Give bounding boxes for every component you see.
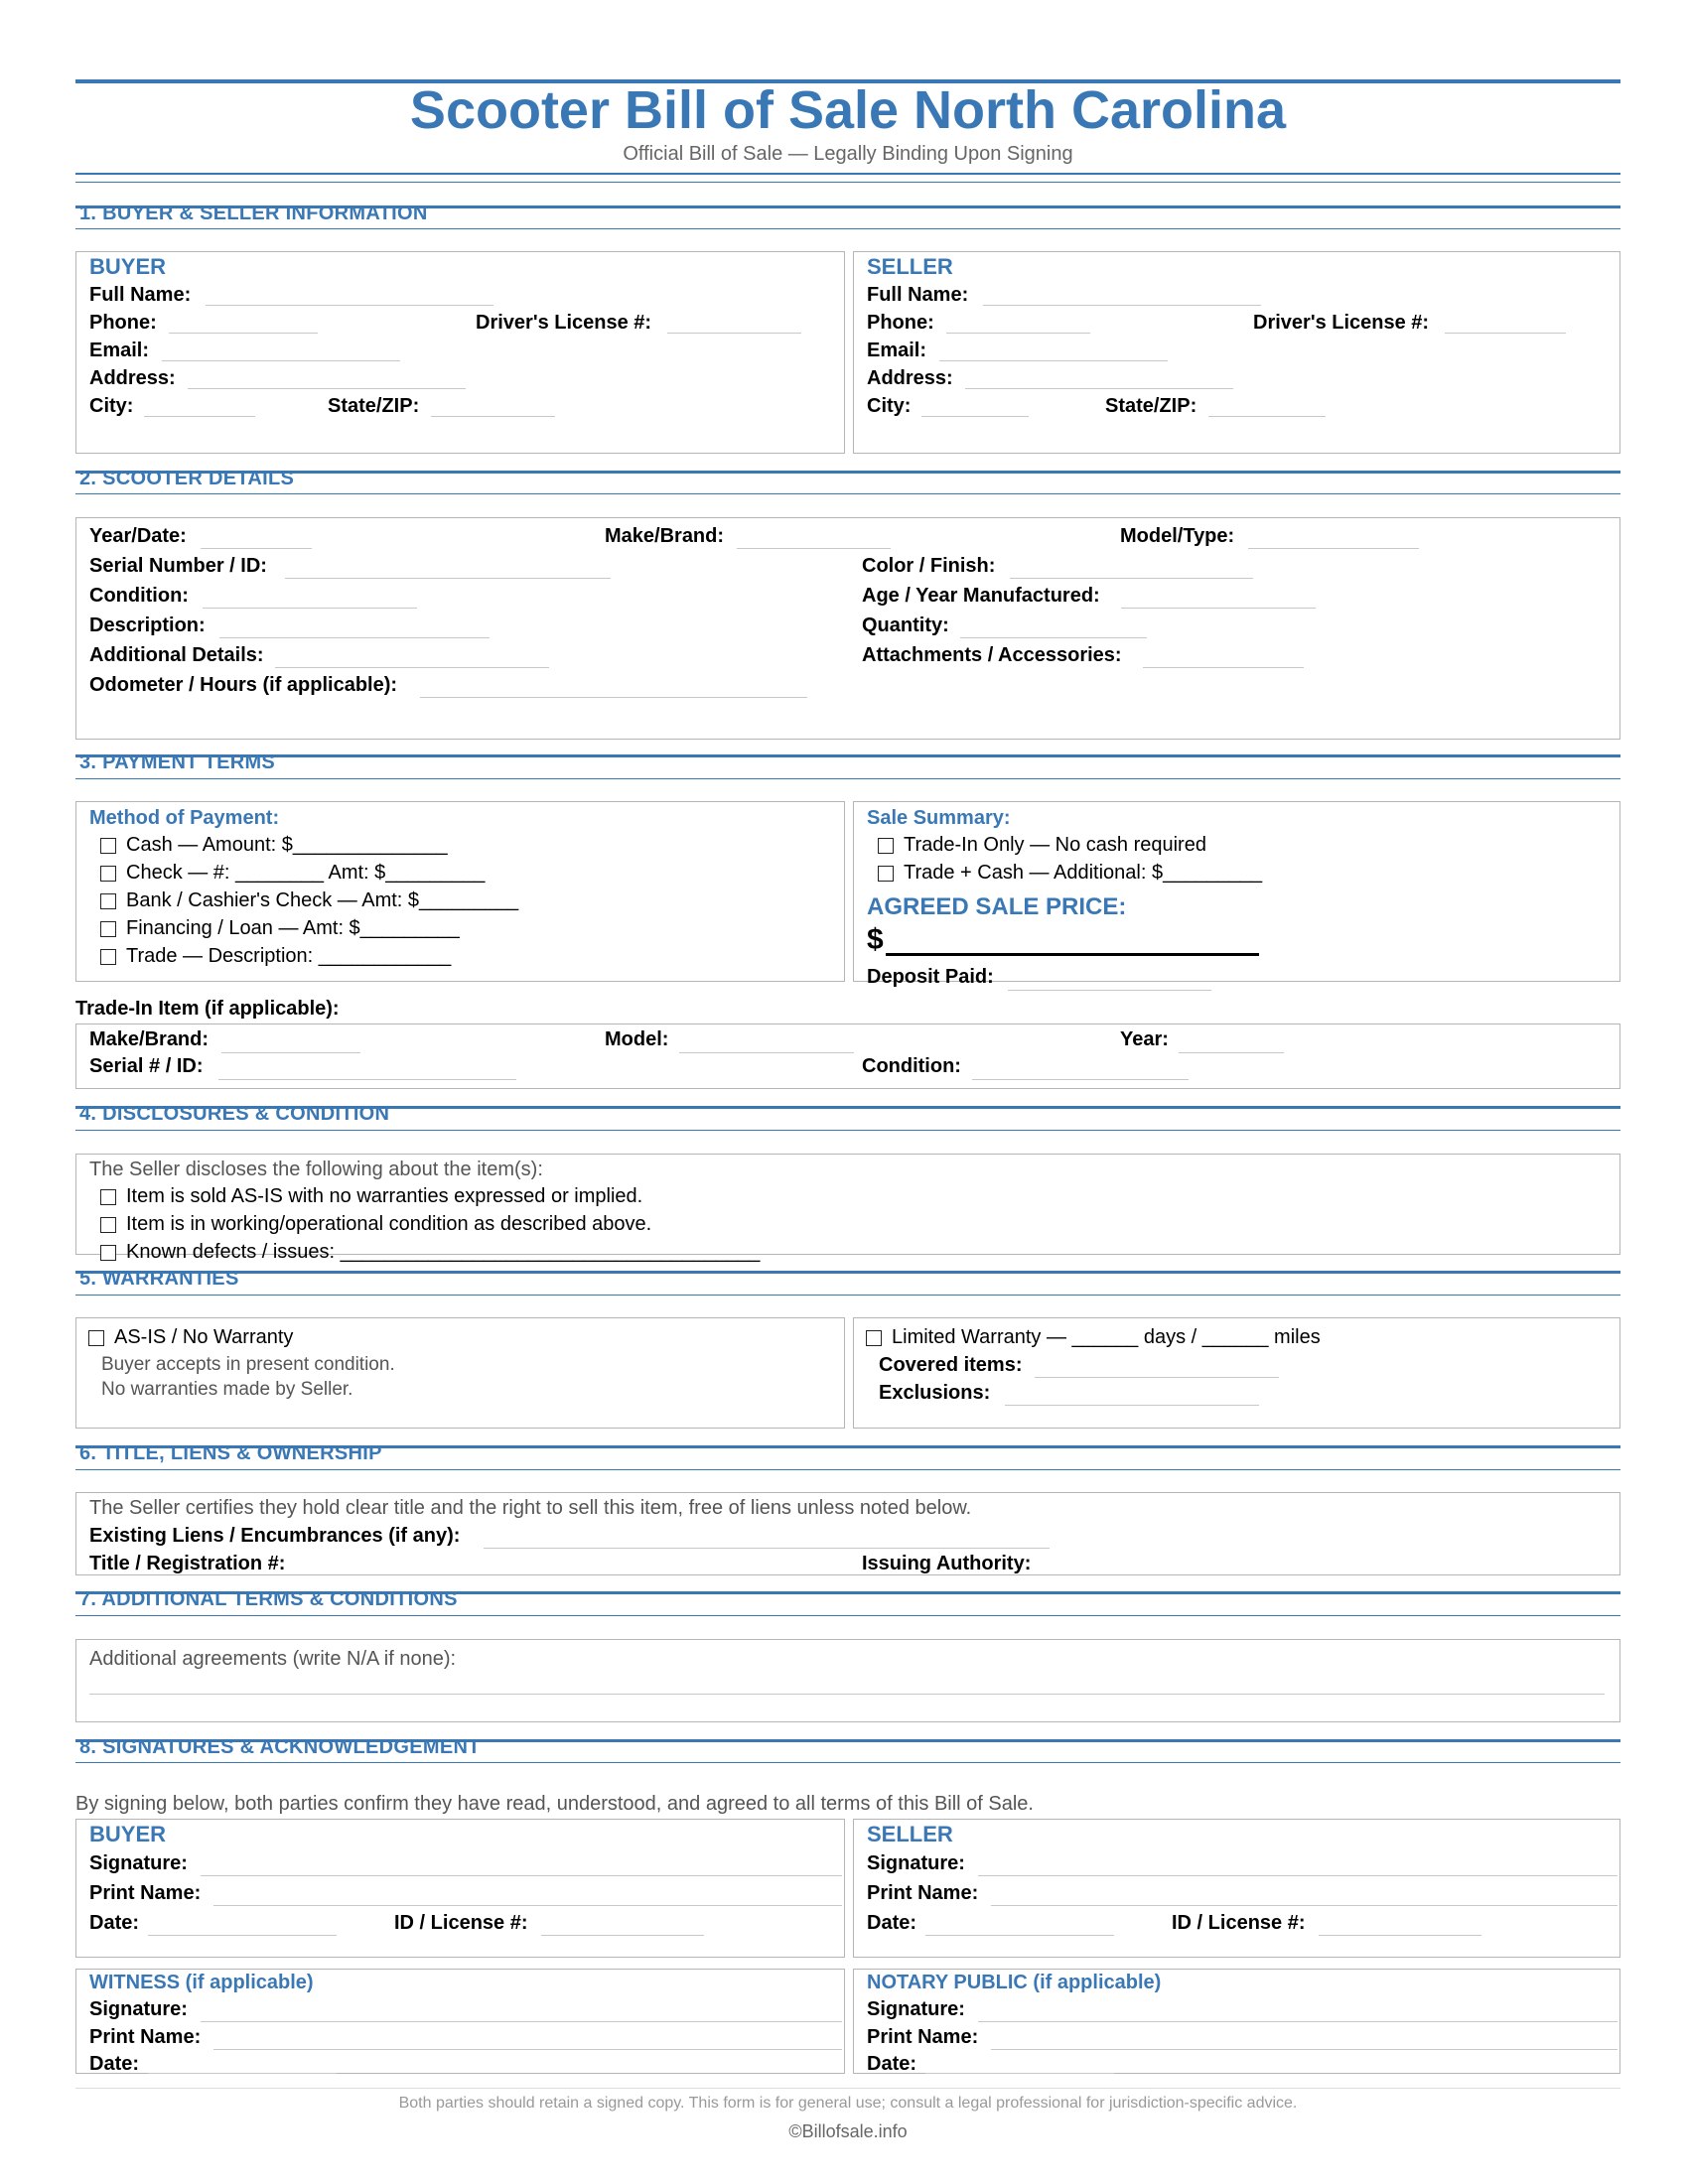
buyer-phone-label: Phone:: [89, 312, 157, 334]
seller-address-label: Address:: [867, 367, 953, 389]
seller-city-label: City:: [867, 395, 912, 417]
tradein-model-field[interactable]: [679, 1052, 854, 1053]
liens-field[interactable]: [484, 1548, 1050, 1549]
trade-option-label: Trade — Description: ____________: [126, 945, 452, 967]
tradein-year-label: Year:: [1120, 1028, 1169, 1050]
witness-date-label: Date:: [89, 2053, 140, 2075]
as-is-warranty-checkbox[interactable]: [88, 1330, 104, 1346]
seller-signature-heading: SELLER: [867, 1822, 953, 1846]
section-title-additional-terms: 7. ADDITIONAL TERMS & CONDITIONS: [79, 1588, 458, 1610]
trade-cash-label: Trade + Cash — Additional: $_________: [904, 862, 1263, 884]
seller-license-label: Driver's License #:: [1253, 312, 1430, 334]
title-registration-label: Title / Registration #:: [89, 1553, 286, 1574]
section-rule-thin: [75, 228, 1620, 229]
scooter-model-field[interactable]: [1248, 548, 1419, 549]
section-rule-thin: [75, 1469, 1620, 1470]
section-rule-thin: [75, 778, 1620, 779]
buyer-print-name-label: Print Name:: [89, 1882, 202, 1904]
buyer-phone-field[interactable]: [169, 333, 318, 334]
seller-print-name-field[interactable]: [991, 1905, 1618, 1906]
disclosures-box: [75, 1154, 1620, 1263]
seller-heading: SELLER: [867, 254, 953, 279]
section-rule-thin: [75, 1762, 1620, 1763]
scooter-make-label: Make/Brand:: [605, 525, 725, 547]
buyer-date-field[interactable]: [148, 1935, 337, 1936]
buyer-state-zip-field[interactable]: [431, 416, 555, 417]
scooter-year-label: Year/Date:: [89, 525, 187, 547]
seller-phone-label: Phone:: [867, 312, 934, 334]
scooter-serial-label: Serial Number / ID:: [89, 555, 267, 577]
sale-summary-box: [853, 801, 1620, 988]
tradein-heading: Trade-In Item (if applicable):: [75, 998, 340, 1020]
section-title-warranties: 5. WARRANTIES: [79, 1268, 239, 1290]
sale-summary-heading: Sale Summary:: [867, 807, 1011, 829]
working-condition-label: Item is in working/operational condition as described above.: [126, 1213, 652, 1235]
seller-license-field[interactable]: [1445, 333, 1566, 334]
deposit-label: Deposit Paid:: [867, 966, 994, 988]
bill-of-sale-form: [75, 0, 1620, 2184]
buyer-state-zip-label: State/ZIP:: [328, 395, 420, 417]
buyer-signature-field[interactable]: [201, 1875, 842, 1876]
cash-checkbox[interactable]: [100, 838, 116, 854]
agreed-price-field[interactable]: [886, 953, 1259, 956]
deposit-field[interactable]: [1008, 990, 1211, 991]
seller-id-field[interactable]: [1319, 1935, 1481, 1936]
buyer-address-label: Address:: [89, 367, 176, 389]
buyer-email-field[interactable]: [162, 360, 400, 361]
signatures-confirm-text: By signing below, both parties confirm they have read, understood, and agreed to all terms of this Bill of Sale.: [75, 1793, 1034, 1815]
check-option-label: Check — #: ________ Amt: $_________: [126, 862, 486, 884]
scooter-color-field[interactable]: [1010, 578, 1253, 579]
scooter-attachments-label: Attachments / Accessories:: [862, 644, 1122, 666]
seller-info-box: [853, 251, 1620, 454]
section-title-title-liens: 6. TITLE, LIENS & OWNERSHIP: [79, 1442, 382, 1464]
trade-only-checkbox[interactable]: [878, 838, 894, 854]
witness-signature-field[interactable]: [201, 2021, 842, 2022]
scooter-year-field[interactable]: [201, 548, 312, 549]
tradein-year-field[interactable]: [1179, 1052, 1284, 1053]
seller-signature-field[interactable]: [978, 1875, 1618, 1876]
section-title-signatures: 8. SIGNATURES & ACKNOWLEDGEMENT: [79, 1736, 481, 1758]
tradein-condition-field[interactable]: [972, 1079, 1189, 1080]
notary-signature-label: Signature:: [867, 1998, 965, 2020]
scooter-additional-label: Additional Details:: [89, 644, 264, 666]
agreed-price-heading: AGREED SALE PRICE:: [867, 893, 1127, 920]
buyer-city-label: City:: [89, 395, 134, 417]
seller-full-name-label: Full Name:: [867, 284, 969, 306]
seller-date-label: Date:: [867, 1912, 917, 1934]
buyer-full-name-field[interactable]: [206, 305, 493, 306]
seller-signature-box: [853, 1819, 1620, 1958]
notary-print-name-label: Print Name:: [867, 2026, 979, 2048]
tradein-serial-label: Serial # / ID:: [89, 1055, 204, 1077]
seller-address-field[interactable]: [965, 388, 1233, 389]
covered-items-label: Covered items:: [879, 1354, 1023, 1376]
financing-option-label: Financing / Loan — Amt: $_________: [126, 917, 460, 939]
buyer-id-field[interactable]: [541, 1935, 704, 1936]
notary-date-field[interactable]: [925, 2073, 1114, 2074]
as-is-note-1: Buyer accepts in present condition.: [101, 1354, 395, 1375]
scooter-age-label: Age / Year Manufactured:: [862, 585, 1100, 607]
scooter-color-label: Color / Finish:: [862, 555, 996, 577]
disclosures-intro: The Seller discloses the following about the item(s):: [89, 1159, 543, 1180]
payment-method-box: [75, 801, 845, 982]
title-certify-text: The Seller certifies they hold clear title and the right to sell this item, free of liens unless noted below.: [89, 1497, 972, 1519]
seller-date-field[interactable]: [925, 1935, 1114, 1936]
tradein-condition-label: Condition:: [862, 1055, 961, 1077]
buyer-heading: BUYER: [89, 254, 167, 279]
witness-print-name-label: Print Name:: [89, 2026, 202, 2048]
scooter-condition-field[interactable]: [203, 608, 417, 609]
scooter-quantity-label: Quantity:: [862, 614, 949, 636]
footer-rule: [75, 2088, 1620, 2089]
known-defects-checkbox[interactable]: [100, 1245, 116, 1261]
buyer-info-box: [75, 251, 845, 454]
buyer-email-label: Email:: [89, 340, 150, 361]
financing-checkbox[interactable]: [100, 921, 116, 937]
seller-state-zip-label: State/ZIP:: [1105, 395, 1197, 417]
limited-warranty-box: [853, 1317, 1620, 1429]
buyer-signature-heading: BUYER: [89, 1822, 167, 1846]
seller-id-label: ID / License #:: [1172, 1912, 1306, 1934]
scooter-additional-field[interactable]: [275, 667, 549, 668]
agreed-price-dollar: $: [867, 923, 884, 956]
witness-heading: WITNESS (if applicable): [89, 1972, 314, 1993]
bank-check-option-label: Bank / Cashier's Check — Amt: $_________: [126, 889, 519, 911]
scooter-odometer-field[interactable]: [420, 697, 807, 698]
scooter-attachments-field[interactable]: [1143, 667, 1304, 668]
seller-phone-field[interactable]: [946, 333, 1090, 334]
limited-warranty-label: Limited Warranty — ______ days / ______ miles: [892, 1326, 1321, 1348]
witness-box: [75, 1969, 845, 2074]
liens-label: Existing Liens / Encumbrances (if any):: [89, 1525, 461, 1547]
seller-email-field[interactable]: [939, 360, 1168, 361]
section-title-scooter-details: 2. SCOOTER DETAILS: [79, 468, 295, 489]
limited-warranty-checkbox[interactable]: [866, 1330, 882, 1346]
title-liens-box: [75, 1492, 1620, 1575]
additional-terms-prompt: Additional agreements (write N/A if none):: [89, 1648, 457, 1670]
scooter-quantity-field[interactable]: [960, 637, 1147, 638]
exclusions-label: Exclusions:: [879, 1382, 991, 1404]
trade-only-label: Trade-In Only — No cash required: [904, 834, 1206, 856]
buyer-full-name-label: Full Name:: [89, 284, 192, 306]
section-rule: [75, 754, 1620, 757]
section-rule-thin: [75, 1130, 1620, 1131]
scooter-make-field[interactable]: [737, 548, 891, 549]
section-title-disclosures: 4. DISCLOSURES & CONDITION: [79, 1103, 390, 1125]
header-rule: [75, 173, 1620, 175]
notary-heading: NOTARY PUBLIC (if applicable): [867, 1972, 1162, 1993]
buyer-address-field[interactable]: [188, 388, 466, 389]
as-is-warranty-box: [75, 1317, 845, 1429]
scooter-description-label: Description:: [89, 614, 206, 636]
buyer-city-field[interactable]: [144, 416, 255, 417]
issuing-authority-label: Issuing Authority:: [862, 1553, 1032, 1574]
seller-city-field[interactable]: [921, 416, 1029, 417]
covered-items-field[interactable]: [1035, 1377, 1279, 1378]
scooter-condition-label: Condition:: [89, 585, 189, 607]
bank-check-checkbox[interactable]: [100, 893, 116, 909]
buyer-date-label: Date:: [89, 1912, 140, 1934]
scooter-age-field[interactable]: [1121, 608, 1316, 609]
section-rule-thin: [75, 1295, 1620, 1296]
seller-print-name-label: Print Name:: [867, 1882, 979, 1904]
tradein-make-label: Make/Brand:: [89, 1028, 210, 1050]
scooter-model-label: Model/Type:: [1120, 525, 1235, 547]
tradein-make-field[interactable]: [221, 1052, 360, 1053]
section-rule: [75, 471, 1620, 474]
seller-full-name-field[interactable]: [983, 305, 1261, 306]
footer-copyright: ©Billofsale.info: [788, 2121, 908, 2141]
scooter-serial-field[interactable]: [285, 578, 611, 579]
working-condition-checkbox[interactable]: [100, 1217, 116, 1233]
as-is-disclosure-checkbox[interactable]: [100, 1189, 116, 1205]
section-title-buyer-seller: 1. BUYER & SELLER INFORMATION: [79, 203, 428, 224]
known-defects-label: Known defects / issues: ______________________________________: [126, 1241, 761, 1263]
exclusions-field[interactable]: [1005, 1405, 1259, 1406]
notary-date-label: Date:: [867, 2053, 917, 2075]
buyer-signature-label: Signature:: [89, 1852, 188, 1874]
section-rule: [75, 1271, 1620, 1274]
buyer-print-name-field[interactable]: [213, 1905, 842, 1906]
buyer-license-field[interactable]: [667, 333, 801, 334]
buyer-signature-box: [75, 1819, 845, 1958]
section-title-payment-terms: 3. PAYMENT TERMS: [79, 751, 276, 773]
cash-option-label: Cash — Amount: $______________: [126, 834, 448, 856]
payment-method-heading: Method of Payment:: [89, 807, 280, 829]
as-is-note-2: No warranties made by Seller.: [101, 1379, 353, 1400]
additional-terms-field[interactable]: [89, 1694, 1605, 1695]
tradein-model-label: Model:: [605, 1028, 669, 1050]
header-rule-thin: [75, 182, 1620, 183]
notary-print-name-field[interactable]: [991, 2049, 1618, 2050]
check-checkbox[interactable]: [100, 866, 116, 882]
as-is-warranty-label: AS-IS / No Warranty: [114, 1326, 294, 1348]
section-rule-thin: [75, 493, 1620, 494]
page-title: Scooter Bill of Sale North Carolina: [409, 80, 1287, 140]
additional-terms-box: [75, 1639, 1620, 1722]
section-rule-thin: [75, 1615, 1620, 1616]
tradein-serial-field[interactable]: [218, 1079, 516, 1080]
as-is-disclosure-label: Item is sold AS-IS with no warranties expressed or implied.: [126, 1185, 643, 1207]
trade-cash-checkbox[interactable]: [878, 866, 894, 882]
notary-box: [853, 1969, 1620, 2074]
notary-signature-field[interactable]: [978, 2021, 1618, 2022]
scooter-odometer-label: Odometer / Hours (if applicable):: [89, 674, 398, 696]
tradein-box: [75, 1024, 1620, 1089]
witness-date-field[interactable]: [148, 2073, 337, 2074]
buyer-license-label: Driver's License #:: [476, 312, 652, 334]
witness-signature-label: Signature:: [89, 1998, 188, 2020]
buyer-id-label: ID / License #:: [394, 1912, 528, 1934]
seller-state-zip-field[interactable]: [1208, 416, 1326, 417]
witness-print-name-field[interactable]: [213, 2049, 842, 2050]
seller-signature-label: Signature:: [867, 1852, 965, 1874]
footer-note: Both parties should retain a signed copy. This form is for general use; consult a legal professional for jurisdiction-specific advice.: [398, 2095, 1298, 2112]
trade-checkbox[interactable]: [100, 949, 116, 965]
page-subtitle: Official Bill of Sale — Legally Binding Upon Signing: [623, 143, 1073, 165]
scooter-details-box: [75, 517, 1620, 740]
seller-email-label: Email:: [867, 340, 927, 361]
scooter-description-field[interactable]: [219, 637, 490, 638]
